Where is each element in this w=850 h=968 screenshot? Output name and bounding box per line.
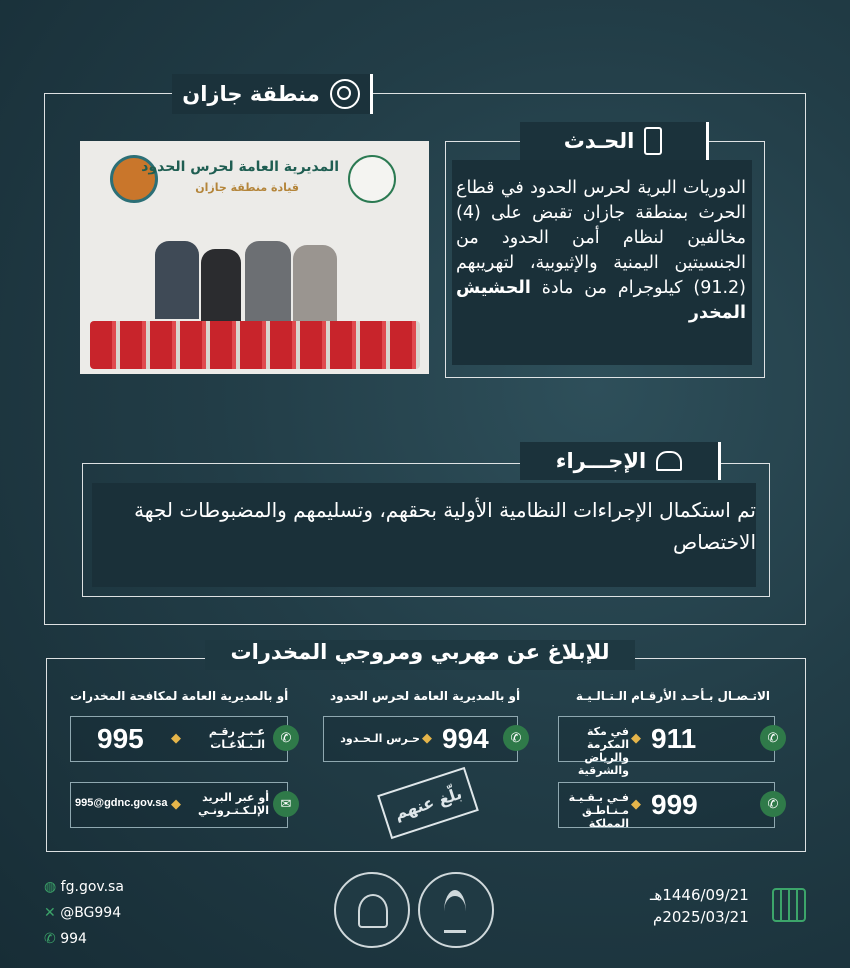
event-body: الدوريات البرية لحرس الحدود في قطاع الحرث بمنطقة جازان تقبض على (4) مخالفين لنظام أمن الحدود من الجنسيتين اليمنية والإثيوبية، لتهريبهم (91.2) كيلوجرام من مادة xyxy=(456,178,746,298)
saudi-emblem-footer xyxy=(418,872,494,948)
col-mid-header: أو بالمديرية العامة لحرس الحدود xyxy=(330,689,521,703)
label-911: في مكة المكرمة والرياض والشرقية xyxy=(577,725,629,777)
website-row[interactable] xyxy=(44,874,124,900)
date-block xyxy=(650,884,749,928)
region-tag xyxy=(172,74,373,114)
phone-row[interactable] xyxy=(44,926,124,952)
calendar-icon xyxy=(772,888,806,922)
label-994: حـرس الـحـدود xyxy=(340,732,420,745)
date-hijri: 1446/09/21هـ xyxy=(650,886,749,904)
person xyxy=(245,241,291,321)
card-999[interactable] xyxy=(558,782,779,830)
action-tag xyxy=(520,442,721,480)
palm-swords-icon xyxy=(444,890,466,933)
number-911: 911 xyxy=(651,723,697,754)
person xyxy=(201,249,241,321)
event-text xyxy=(456,176,746,326)
number-995: 995 xyxy=(97,723,144,754)
phone-icon: ✆ xyxy=(273,725,299,751)
x-icon: ✕ xyxy=(44,905,56,921)
photo-subtitle: قيادة منطقة جازان xyxy=(195,181,299,194)
saudi-emblem xyxy=(348,155,396,203)
chevron-icon: ◆ xyxy=(422,731,432,746)
number-994: 994 xyxy=(442,723,489,754)
card-995[interactable] xyxy=(70,716,292,762)
footer-contacts xyxy=(44,874,124,952)
col-left-header: أو بالمديرية العامة لمكافحة المخدرات xyxy=(70,689,289,703)
search-map-icon xyxy=(330,79,360,109)
email-address[interactable]: 995@gdnc.gov.sa xyxy=(75,797,168,809)
card-email[interactable] xyxy=(70,782,292,828)
photo-banner: المديرية العامة لحرس الحدود xyxy=(141,159,339,175)
phone: 994 xyxy=(60,931,87,947)
card-911[interactable] xyxy=(558,716,779,777)
chevron-icon: ◆ xyxy=(171,731,181,746)
col-right-header: الاتـصـال بـأحـد الأرقـام الـتـالـيـة xyxy=(575,689,770,703)
globe-icon: ◍ xyxy=(44,879,57,895)
event-tag xyxy=(520,122,709,160)
phone-icon: ✆ xyxy=(760,791,786,817)
chevron-icon: ◆ xyxy=(171,797,181,812)
person xyxy=(293,245,337,323)
phone-icon: ✆ xyxy=(44,931,56,947)
region-title: منطقة جازان xyxy=(182,82,320,106)
anchor-icon xyxy=(358,894,388,928)
label-email: أو عبر البريد الإلـكـتـرونـي xyxy=(198,791,269,817)
seized-packages xyxy=(90,321,420,369)
event-title: الحـدث xyxy=(563,129,635,153)
phone-icon: ✆ xyxy=(503,725,529,751)
action-title: الإجـــراء xyxy=(555,449,647,473)
stamp-text: بلّغ عنهم xyxy=(391,783,465,823)
event-emphasis: الحشيش المخدر xyxy=(456,278,746,323)
border-guard-emblem xyxy=(334,872,410,948)
label-999: فـي بـقـيـة مـنـاطـق المملكة xyxy=(568,791,629,830)
twitter-row[interactable] xyxy=(44,900,124,926)
phone-icon: ✆ xyxy=(760,725,786,751)
mail-icon: ✉ xyxy=(273,791,299,817)
website: fg.gov.sa xyxy=(60,879,124,895)
date-greg: 2025/03/21م xyxy=(653,908,749,926)
person xyxy=(155,241,199,319)
chevron-icon: ◆ xyxy=(631,731,641,746)
action-body: تم استكمال الإجراءات النظامية الأولية بحقهم، وتسليمهم والمضبوطات لجهة الاختصاص xyxy=(134,498,756,554)
chevron-icon: ◆ xyxy=(631,797,641,812)
report-title: للإبلاغ عن مهربي ومروجي المخدرات xyxy=(230,640,610,664)
photo xyxy=(80,141,429,374)
card-994[interactable] xyxy=(323,716,522,762)
alarm-icon xyxy=(656,451,682,471)
number-999: 999 xyxy=(651,789,698,820)
radio-icon xyxy=(644,127,662,155)
label-995: عـبـر رقـم الـبـلاغـات xyxy=(208,725,265,751)
twitter-handle: @BG994 xyxy=(60,905,122,921)
